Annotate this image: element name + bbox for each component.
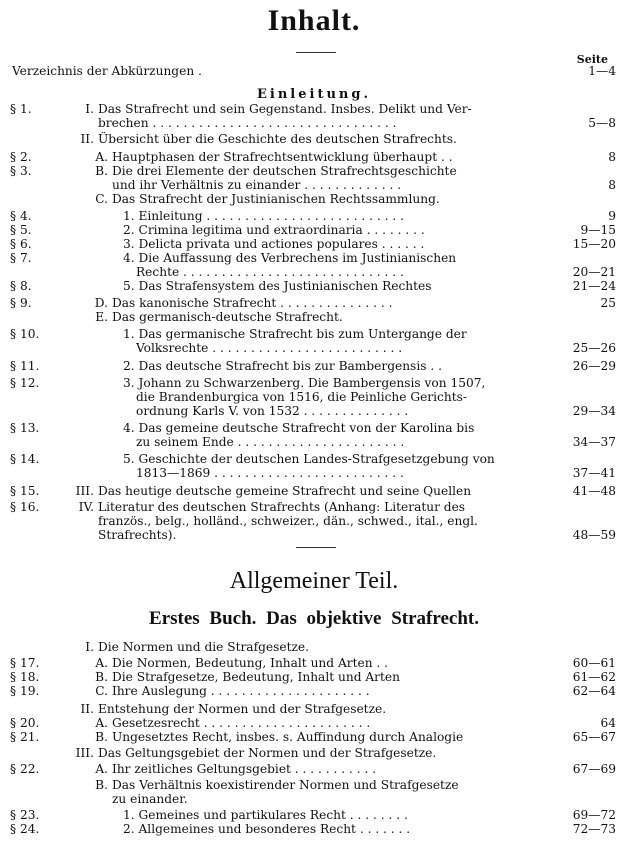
section-number: § 8. xyxy=(10,279,32,293)
toc-entry xyxy=(0,702,628,716)
entry-title: Die Strafgesetze, Bedeutung, Inhalt und Arten xyxy=(112,670,400,684)
page-range: 25—26 xyxy=(572,341,616,355)
toc-entry xyxy=(0,102,628,116)
toc-entry xyxy=(0,376,628,390)
toc-entry xyxy=(0,656,628,670)
entry-title: Das germanisch-deutsche Strafrecht. xyxy=(112,310,343,324)
page-range: 41—48 xyxy=(572,484,616,498)
entry-title: Verzeichnis der Abkürzungen . xyxy=(12,64,202,78)
entry-title: Das Verhältnis koexistirender Normen und Strafgesetze xyxy=(112,778,459,792)
entry-title: zu seinem Ende . . . . . . . . . . . . . . . . . . . . . . xyxy=(136,435,405,449)
letter-label: E. xyxy=(95,310,108,324)
toc-entry xyxy=(0,296,628,310)
letter-label: A. xyxy=(95,716,108,730)
toc-entry xyxy=(0,223,628,237)
entry-title: Das Strafrecht und sein Gegenstand. Insbes. Delikt und Ver- xyxy=(98,102,472,116)
letter-label: B. xyxy=(95,778,108,792)
entry-title: 5. Geschichte der deutschen Landes-Strafgesetzgebung von xyxy=(123,452,495,466)
toc-entry xyxy=(0,528,628,542)
toc-entry xyxy=(0,684,628,698)
page-range: 60—61 xyxy=(572,656,616,670)
toc-entry xyxy=(0,237,628,251)
toc-entry xyxy=(0,746,628,760)
page-range: 20—21 xyxy=(572,265,616,279)
toc-entry xyxy=(0,390,628,404)
page-column-header: Seite xyxy=(576,53,608,66)
page-range: 65—67 xyxy=(572,730,616,744)
page-range: 29—34 xyxy=(572,404,616,418)
letter-label: A. xyxy=(95,150,108,164)
entry-title: Volksrechte . . . . . . . . . . . . . . . . . . . . . . . . . xyxy=(136,341,403,355)
toc-entry xyxy=(0,310,628,324)
page-title: Inhalt. xyxy=(267,4,361,37)
part-heading: Allgemeiner Teil. xyxy=(229,568,399,594)
entry-title: französ., belg., holländ., schweizer., dän., schwed., ital., engl. xyxy=(98,514,478,528)
entry-title: zu einander. xyxy=(112,792,188,806)
page-range: 8 xyxy=(608,150,616,164)
toc-entry xyxy=(0,209,628,223)
toc-entry xyxy=(0,327,628,341)
entry-title: 1. Das germanische Strafrecht bis zum Untergange der xyxy=(123,327,467,341)
section-number: § 2. xyxy=(10,150,32,164)
page-range: 15—20 xyxy=(572,237,616,251)
toc-entry xyxy=(0,64,628,78)
section-number: § 23. xyxy=(10,808,40,822)
entry-title: Literatur des deutschen Strafrechts (Anhang: Literatur des xyxy=(98,500,466,514)
section-number: § 17. xyxy=(10,656,40,670)
entry-title: brechen . . . . . . . . . . . . . . . . . . . . . . . . . . . . . . . . xyxy=(98,116,397,130)
entry-title: Übersicht über die Geschichte des deutschen Strafrechts. xyxy=(98,132,457,146)
entry-title: Strafrechts). xyxy=(98,528,177,542)
roman-numeral: II. xyxy=(80,702,94,716)
letter-label: D. xyxy=(94,296,108,310)
letter-label: B. xyxy=(95,730,108,744)
page-range: 64 xyxy=(600,716,616,730)
entry-title: 2. Crimina legitima und extraordinaria . . . . . . . . xyxy=(123,223,425,237)
entry-title: Die Normen und die Strafgesetze. xyxy=(98,640,309,654)
page-range: 9 xyxy=(608,209,616,223)
letter-label: B. xyxy=(95,670,108,684)
section-number: § 5. xyxy=(10,223,32,237)
page-range: 9—15 xyxy=(580,223,616,237)
toc-entry xyxy=(0,716,628,730)
toc-entry xyxy=(0,822,628,836)
section-heading-einleitung: Einleitung. xyxy=(257,87,371,102)
page-range: 5—8 xyxy=(588,116,616,130)
roman-numeral: I. xyxy=(85,102,94,116)
section-number: § 12. xyxy=(10,376,40,390)
entry-title: und ihr Verhältnis zu einander . . . . . . . . . . . . . xyxy=(112,178,402,192)
toc-entry xyxy=(0,150,628,164)
toc-entry xyxy=(0,341,628,355)
section-number: § 11. xyxy=(10,359,40,373)
toc-entry xyxy=(0,116,628,130)
entry-title: Das Strafrecht der Justinianischen Rechtssammlung. xyxy=(112,192,440,206)
page-range: 26—29 xyxy=(572,359,616,373)
toc-entry xyxy=(0,500,628,514)
section-number: § 7. xyxy=(10,251,32,265)
entry-title: 4. Das gemeine deutsche Strafrecht von der Karolina bis xyxy=(123,421,475,435)
roman-numeral: III. xyxy=(75,484,94,498)
page-range: 37—41 xyxy=(572,466,616,480)
section-number: § 21. xyxy=(10,730,40,744)
section-number: § 20. xyxy=(10,716,40,730)
toc-entry xyxy=(0,514,628,528)
roman-numeral: III. xyxy=(75,746,94,760)
part-rule xyxy=(296,547,336,548)
entry-title: 3. Delicta privata und actiones populares . . . . . . xyxy=(123,237,425,251)
entry-title: Ihre Auslegung . . . . . . . . . . . . . . . . . . . . . xyxy=(112,684,370,698)
toc-entry xyxy=(0,359,628,373)
entry-title: Entstehung der Normen und der Strafgesetze. xyxy=(98,702,387,716)
toc-entry xyxy=(0,452,628,466)
page-range: 1—4 xyxy=(588,64,616,78)
toc-entry xyxy=(0,279,628,293)
entry-title: 1813—1869 . . . . . . . . . . . . . . . . . . . . . . . . . xyxy=(136,466,404,480)
section-number: § 10. xyxy=(10,327,40,341)
toc-entry xyxy=(0,640,628,654)
toc-entry xyxy=(0,404,628,418)
toc-entry xyxy=(0,808,628,822)
roman-numeral: I. xyxy=(85,640,94,654)
page-range: 62—64 xyxy=(572,684,616,698)
section-number: § 4. xyxy=(10,209,32,223)
entry-title: Ungesetztes Recht, insbes. s. Auffindung durch Analogie xyxy=(112,730,464,744)
entry-title: ordnung Karls V. von 1532 . . . . . . . . . . . . . . xyxy=(136,404,409,418)
section-number: § 16. xyxy=(10,500,40,514)
section-number: § 19. xyxy=(10,684,40,698)
entry-title: 5. Das Strafensystem des Justinianischen Rechtes xyxy=(123,279,432,293)
page-range: 34—37 xyxy=(572,435,616,449)
toc-entry xyxy=(0,265,628,279)
section-number: § 18. xyxy=(10,670,40,684)
entry-title: 1. Gemeines und partikulares Recht . . . . . . . . xyxy=(123,808,408,822)
toc-entry xyxy=(0,778,628,792)
section-number: § 14. xyxy=(10,452,40,466)
entry-title: Das Geltungsgebiet der Normen und der Strafgesetze. xyxy=(98,746,437,760)
entry-title: Die Normen, Bedeutung, Inhalt und Arten . . xyxy=(112,656,389,670)
toc-entry xyxy=(0,164,628,178)
toc-entry xyxy=(0,178,628,192)
toc-entry xyxy=(0,762,628,776)
entry-title: 3. Johann zu Schwarzenberg. Die Bambergensis von 1507, xyxy=(123,376,486,390)
toc-entry xyxy=(0,192,628,206)
letter-label: A. xyxy=(95,762,108,776)
entry-title: Das kanonische Strafrecht . . . . . . . . . . . . . . . xyxy=(112,296,393,310)
page-range: 48—59 xyxy=(572,528,616,542)
book-heading: Erstes Buch. Das objektive Strafrecht. xyxy=(149,608,479,629)
entry-title: 4. Die Auffassung des Verbrechens im Justinianischen xyxy=(123,251,457,265)
letter-label: C. xyxy=(95,192,108,206)
page-range: 21—24 xyxy=(572,279,616,293)
entry-title: 2. Das deutsche Strafrecht bis zur Bambergensis . . xyxy=(123,359,442,373)
entry-title: 2. Allgemeines und besonderes Recht . . . . . . . xyxy=(123,822,411,836)
entry-title: Das heutige deutsche gemeine Strafrecht und seine Quellen xyxy=(98,484,472,498)
roman-numeral: IV. xyxy=(78,500,94,514)
entry-title: die Brandenburgica von 1516, die Peinliche Gerichts- xyxy=(136,390,467,404)
toc-entry xyxy=(0,435,628,449)
entry-title: Hauptphasen der Strafrechtsentwicklung überhaupt . . xyxy=(112,150,453,164)
title-rule xyxy=(296,52,336,53)
entry-title: Rechte . . . . . . . . . . . . . . . . . . . . . . . . . . . . . xyxy=(136,265,404,279)
page-range: 61—62 xyxy=(572,670,616,684)
page-range: 72—73 xyxy=(572,822,616,836)
section-number: § 3. xyxy=(10,164,32,178)
toc-entry xyxy=(0,484,628,498)
section-number: § 9. xyxy=(10,296,32,310)
toc-entry xyxy=(0,466,628,480)
toc-entry xyxy=(0,670,628,684)
letter-label: B. xyxy=(95,164,108,178)
entry-title: 1. Einleitung . . . . . . . . . . . . . . . . . . . . . . . . . . xyxy=(123,209,405,223)
section-number: § 15. xyxy=(10,484,40,498)
section-number: § 22. xyxy=(10,762,40,776)
entry-title: Ihr zeitliches Geltungsgebiet . . . . . . . . . . . xyxy=(112,762,377,776)
toc-entry xyxy=(0,421,628,435)
page-range: 67—69 xyxy=(572,762,616,776)
entry-title: Gesetzesrecht . . . . . . . . . . . . . . . . . . . . . . xyxy=(112,716,371,730)
section-number: § 13. xyxy=(10,421,40,435)
page-range: 25 xyxy=(600,296,616,310)
toc-entry xyxy=(0,792,628,806)
entry-title: Die drei Elemente der deutschen Strafrechtsgeschichte xyxy=(112,164,457,178)
section-number: § 24. xyxy=(10,822,40,836)
roman-numeral: II. xyxy=(80,132,94,146)
section-number: § 6. xyxy=(10,237,32,251)
toc-entry xyxy=(0,132,628,146)
letter-label: C. xyxy=(95,684,108,698)
section-number: § 1. xyxy=(10,102,32,116)
page-range: 8 xyxy=(608,178,616,192)
page-range: 69—72 xyxy=(572,808,616,822)
toc-entry xyxy=(0,251,628,265)
letter-label: A. xyxy=(95,656,108,670)
toc-entry xyxy=(0,730,628,744)
